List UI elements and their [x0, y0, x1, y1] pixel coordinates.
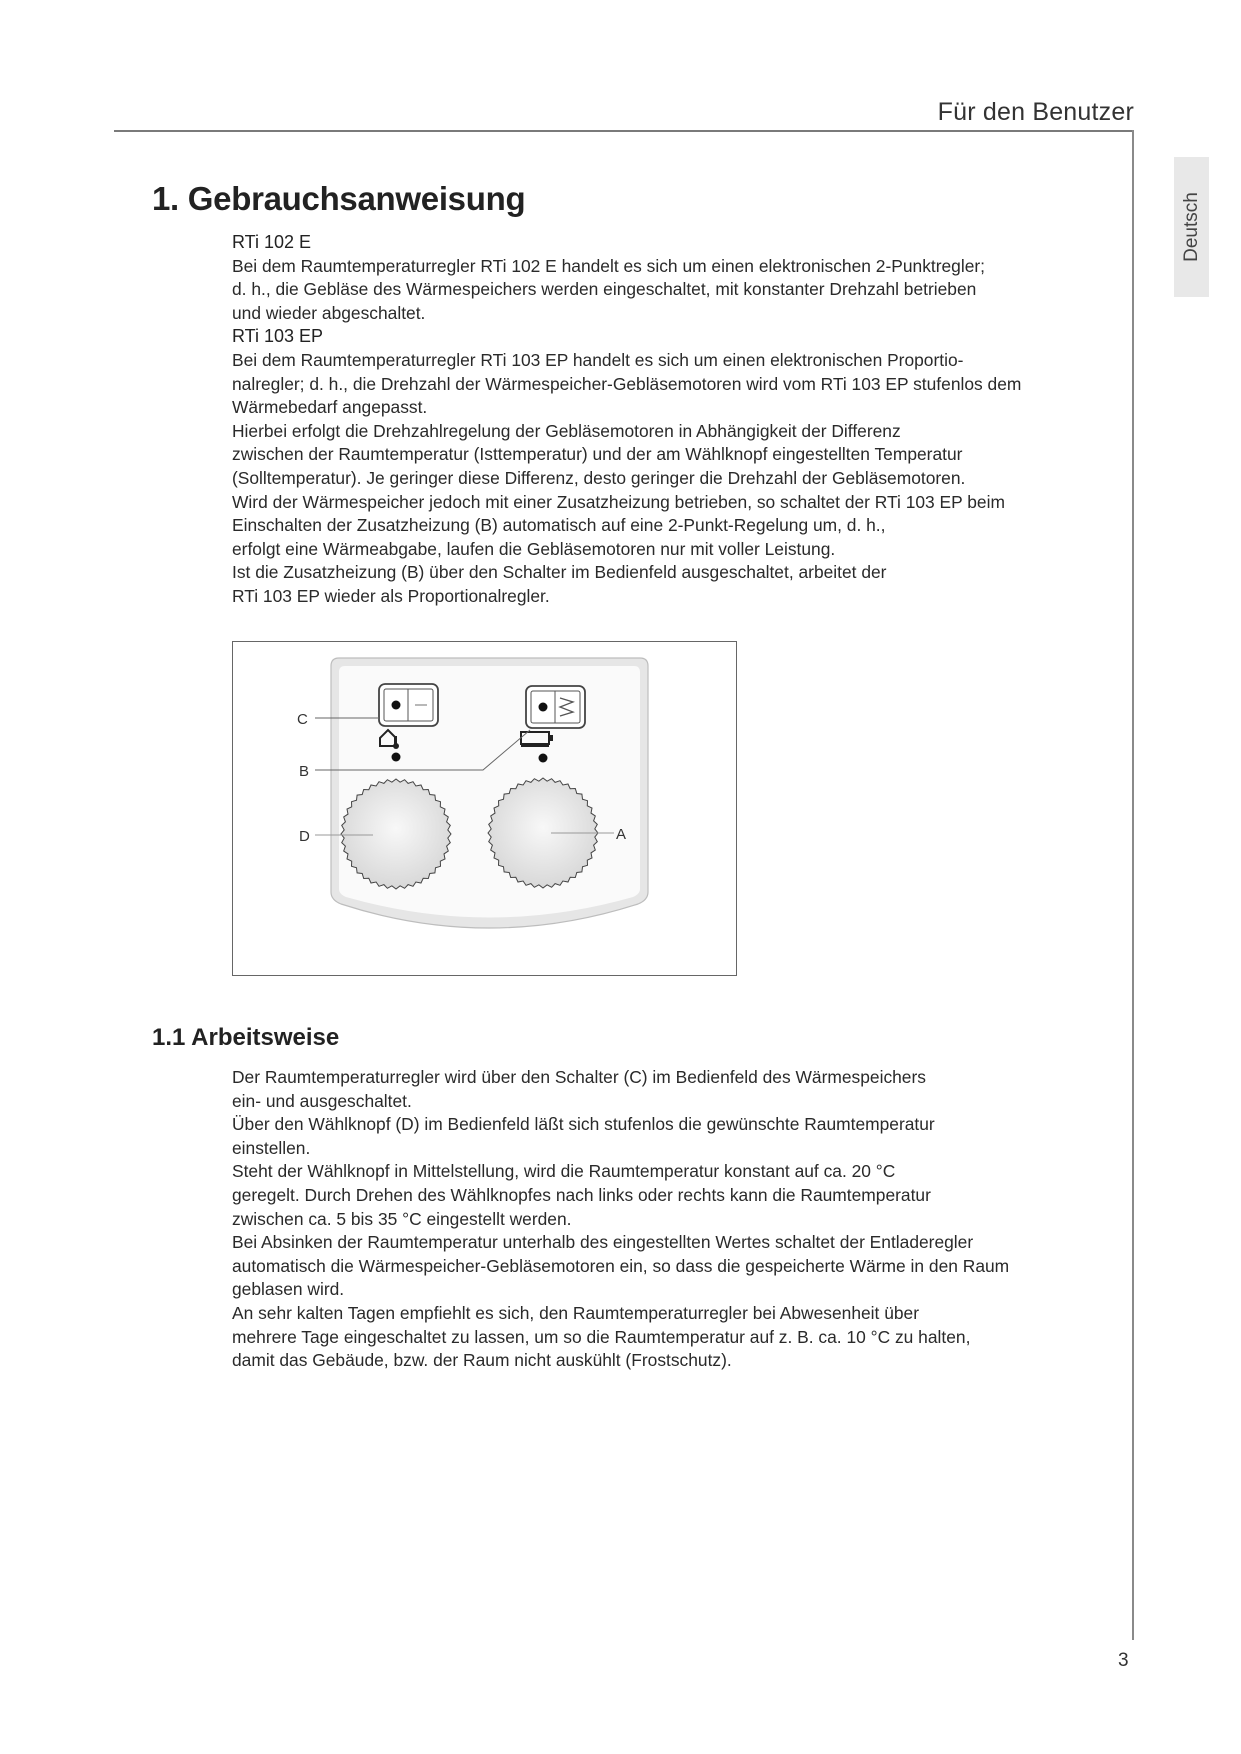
- running-header: Für den Benutzer: [937, 98, 1134, 126]
- section-body: [232, 231, 1112, 609]
- paragraph-line: An sehr kalten Tagen empfiehlt es sich, den Raumtemperaturregler bei Abwesenheit über: [232, 1302, 920, 1323]
- auxiliary-heater-switch: [526, 686, 585, 728]
- side-rule: [1132, 130, 1134, 1640]
- paragraph-line: Ist die Zusatzheizung (B) über den Schalter im Bedienfeld ausgeschaltet, arbeitet der: [232, 562, 887, 583]
- subheading-rti102: RTi 102 E: [232, 232, 312, 252]
- callout-label-c: C: [297, 711, 308, 728]
- control-panel-figure: [232, 641, 737, 976]
- power-switch: [379, 684, 438, 726]
- paragraph-line: nalregler; d. h., die Drehzahl der Wärmespeicher-Gebläsemotoren wird vom RTi 103 EP stufenlos dem: [232, 373, 1022, 394]
- paragraph-line: ein- und ausgeschaltet.: [232, 1090, 412, 1111]
- section-title: 1. Gebrauchsanweisung: [152, 180, 526, 217]
- paragraph-line: geblasen wird.: [232, 1279, 345, 1300]
- paragraph-line: Über den Wählknopf (D) im Bedienfeld läßt sich stufenlos die gewünschte Raumtemperatur: [232, 1114, 935, 1135]
- page-number: 3: [1118, 1650, 1129, 1671]
- paragraph-line: und wieder abgeschaltet.: [232, 302, 426, 323]
- paragraph-line: geregelt. Durch Drehen des Wählknopfes nach links oder rechts kann die Raumtemperatur: [232, 1184, 931, 1205]
- paragraph-line: Der Raumtemperaturregler wird über den Schalter (C) im Bedienfeld des Wärmespeichers: [232, 1067, 926, 1087]
- subheading-rti103: RTi 103 EP: [232, 326, 324, 347]
- paragraph-line: einstellen.: [232, 1137, 311, 1158]
- paragraph-line: zwischen ca. 5 bis 35 °C eingestellt werden.: [232, 1208, 572, 1229]
- control-panel-illustration: [233, 642, 738, 977]
- language-tab-label: Deutsch: [1180, 192, 1202, 262]
- paragraph-line: Wärmebedarf angepasst.: [232, 397, 428, 418]
- paragraph-line: mehrere Tage eingeschaltet zu lassen, um so die Raumtemperatur auf z. B. ca. 10 °C zu halten,: [232, 1326, 971, 1347]
- callout-label-a: A: [616, 826, 627, 843]
- language-tab: [1174, 157, 1209, 297]
- subsection-body: [232, 1066, 1112, 1373]
- indicator-dot-right: [539, 754, 548, 763]
- paragraph-line: RTi 103 EP wieder als Proportionalregler.: [232, 585, 550, 606]
- paragraph-line: (Solltemperatur). Je geringer diese Differenz, desto geringer die Drehzahl der Gebläsemotoren.: [232, 467, 966, 488]
- temperature-dial-knob: [341, 779, 451, 889]
- paragraph-line: erfolgt eine Wärmeabgabe, laufen die Gebläsemotoren nur mit voller Leistung.: [232, 538, 836, 559]
- paragraph-line: zwischen der Raumtemperatur (Isttemperatur) und der am Wählknopf eingestellten Temperatur: [232, 444, 963, 465]
- paragraph-line: Einschalten der Zusatzheizung (B) automatisch auf eine 2-Punkt-Regelung um, d. h.,: [232, 515, 886, 536]
- callout-label-b: B: [299, 763, 310, 780]
- paragraph-line: Hierbei erfolgt die Drehzahlregelung der Gebläsemotoren in Abhängigkeit der Differenz: [232, 420, 901, 441]
- indicator-dot-left: [392, 753, 401, 762]
- callout-label-d: D: [299, 828, 310, 845]
- paragraph-line: Bei dem Raumtemperaturregler RTi 103 EP handelt es sich um einen elektronischen Proportio-: [232, 349, 964, 370]
- paragraph-line: d. h., die Gebläse des Wärmespeichers werden eingeschaltet, mit konstanter Drehzahl betrieben: [232, 279, 977, 300]
- paragraph-line: Bei dem Raumtemperaturregler RTi 102 E handelt es sich um einen elektronischen 2-Punktregler;: [232, 255, 986, 276]
- paragraph-line: Wird der Wärmespeicher jedoch mit einer Zusatzheizung betrieben, so schaltet der RTi 103 EP beim: [232, 491, 1005, 512]
- paragraph-line: Bei Absinken der Raumtemperatur unterhalb des eingestellten Wertes schaltet der Entladeregler: [232, 1232, 974, 1253]
- paragraph-line: automatisch die Wärmespeicher-Gebläsemotoren ein, so dass die gespeicherte Wärme in den Raum: [232, 1255, 1010, 1276]
- paragraph-line: damit das Gebäude, bzw. der Raum nicht auskühlt (Frostschutz).: [232, 1350, 732, 1371]
- paragraph-line: Steht der Wählknopf in Mittelstellung, wird die Raumtemperatur konstant auf ca. 20 °C: [232, 1161, 896, 1182]
- header-rule: [114, 130, 1134, 132]
- subsection-title: 1.1 Arbeitsweise: [152, 1024, 340, 1051]
